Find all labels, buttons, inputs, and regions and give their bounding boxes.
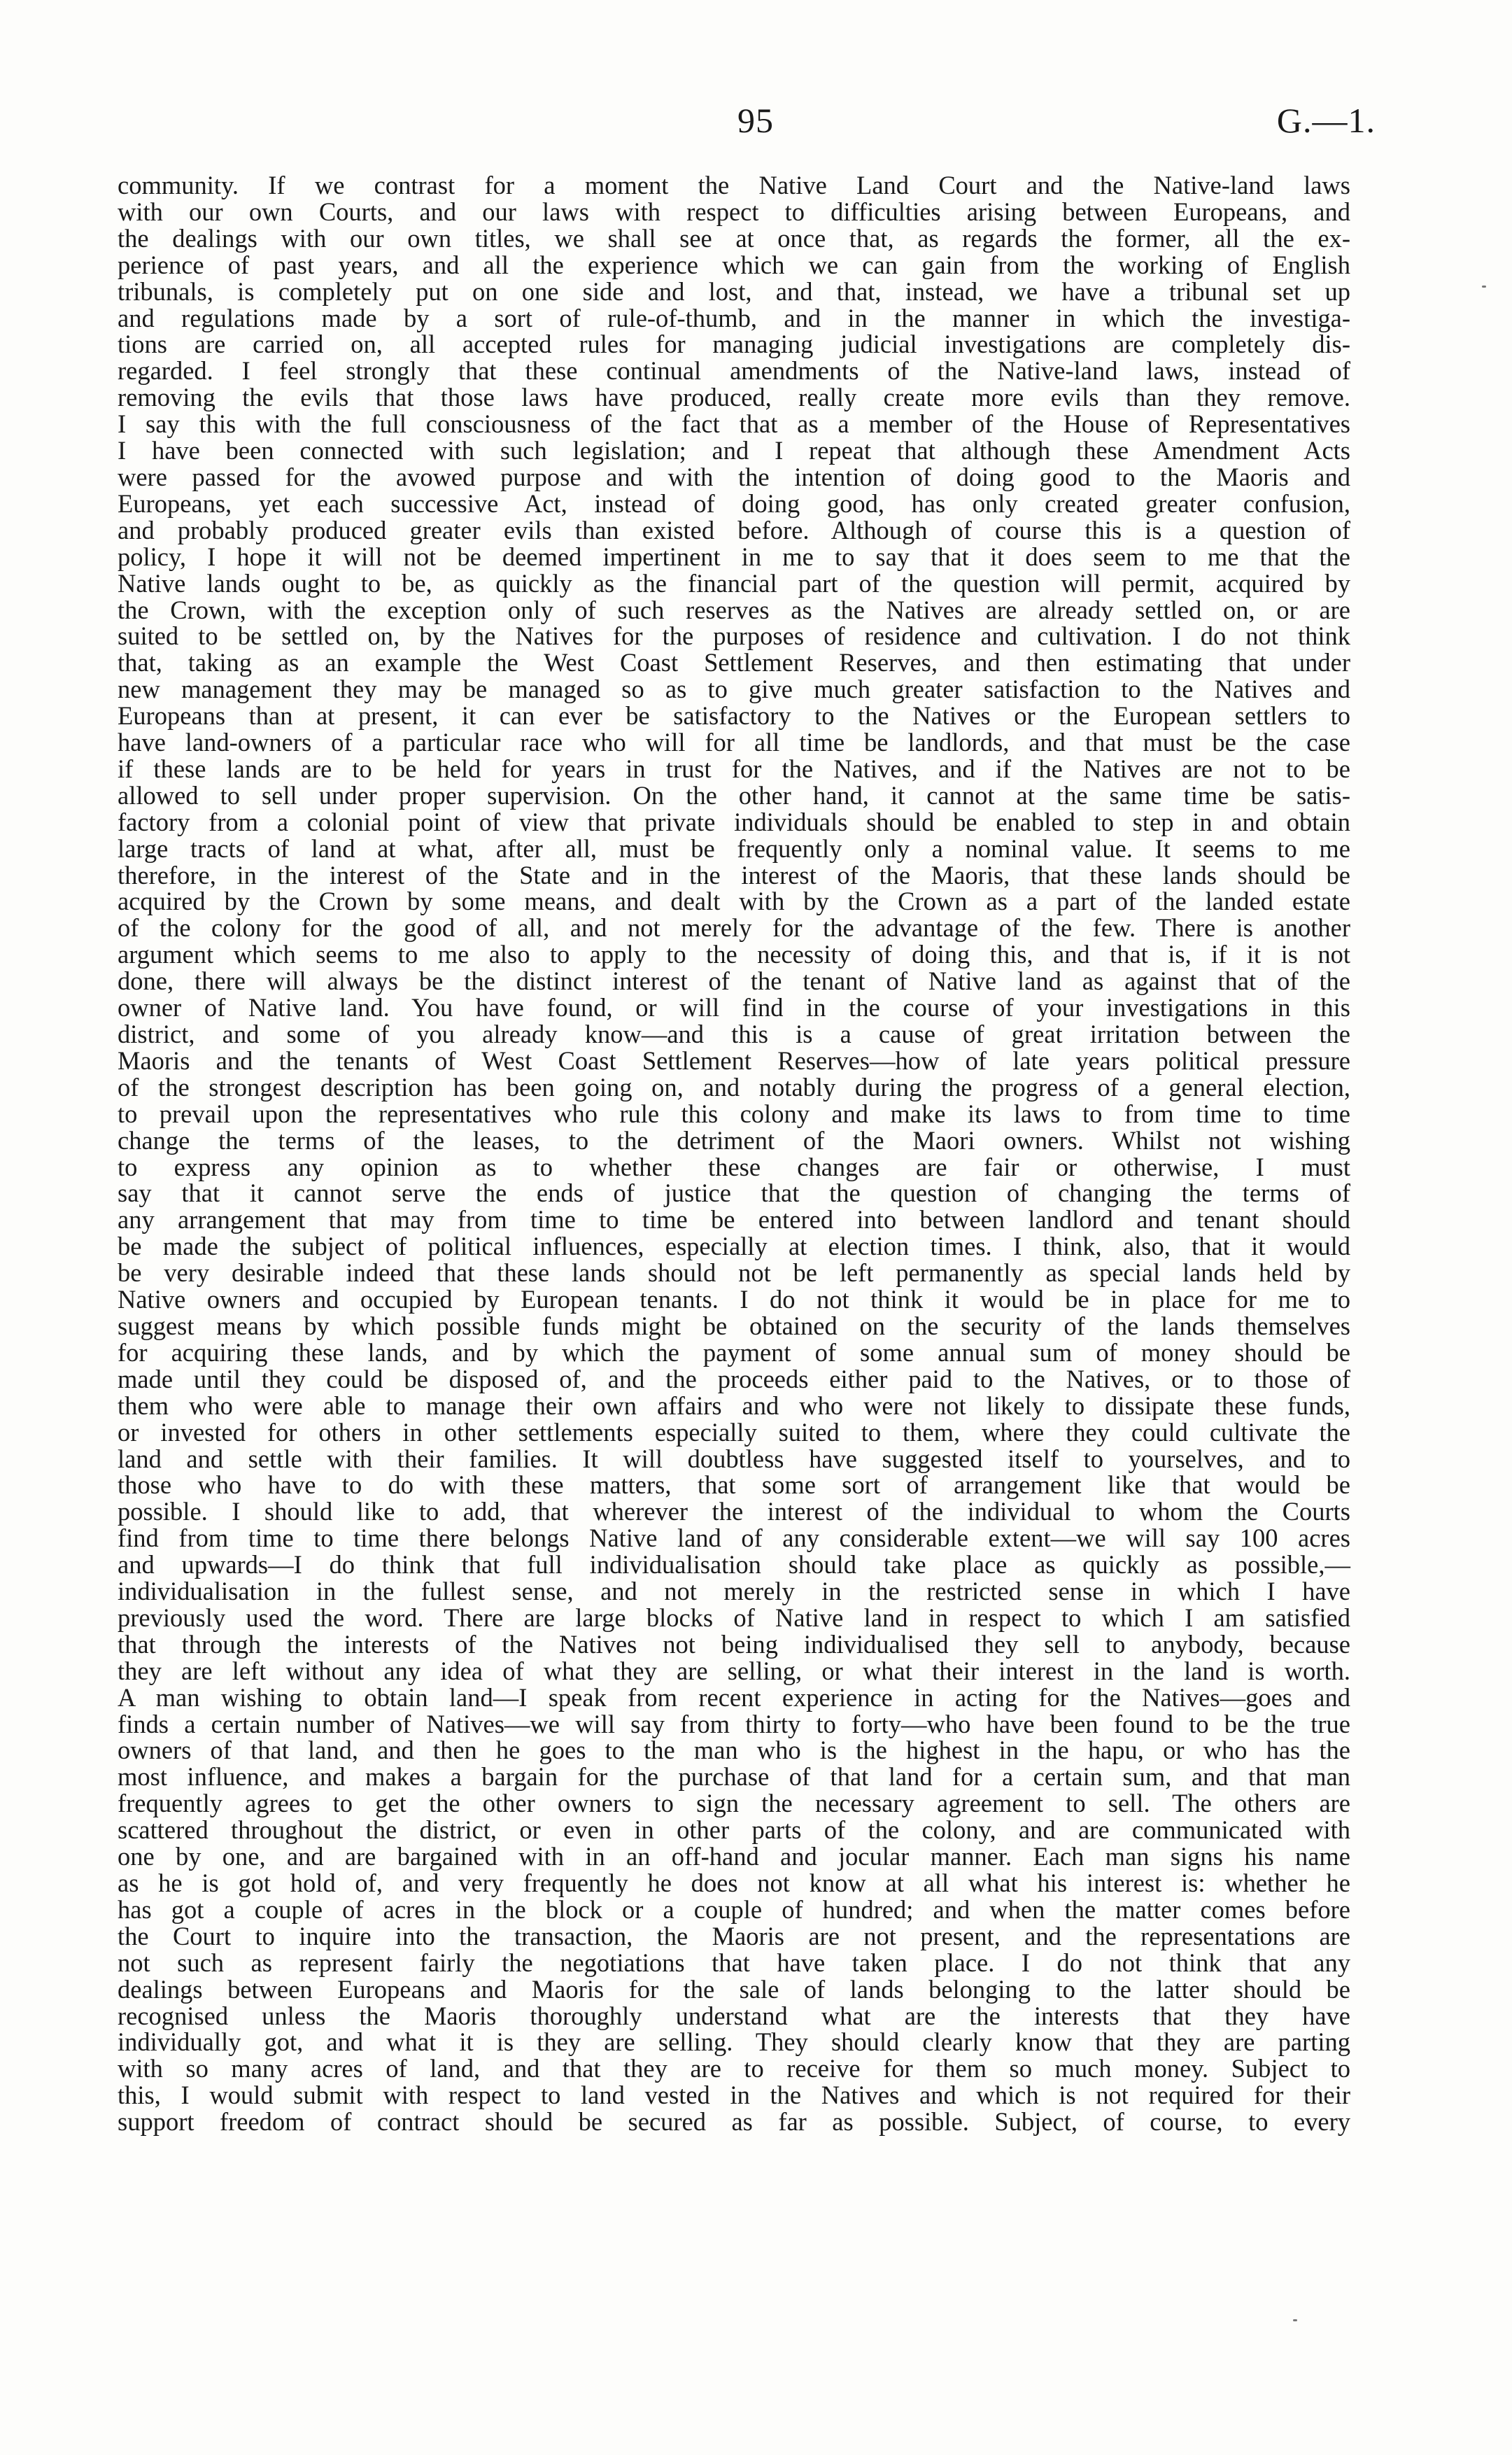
text-line: Native lands ought to be, as quickly as the financial part of the question will permit, acquired by xyxy=(118,568,1350,598)
text-line: land and settle with their families. It will doubtless have suggested itself to yourselves, and to xyxy=(118,1444,1350,1473)
text-line: regarded. I feel strongly that these continual amendments of the Native-land laws, instead of xyxy=(118,356,1350,386)
text-line: done, there will always be the distinct interest of the tenant of Native land as against that of the xyxy=(118,966,1350,996)
text-line: to express any opinion as to whether these changes are fair or otherwise, I must xyxy=(118,1152,1350,1181)
text-line: suited to be settled on, by the Natives for the purposes of residence and cultivation. I do not think xyxy=(118,621,1350,651)
text-line: policy, I hope it will not be deemed impertinent in me to say that it does seem to me that the xyxy=(118,542,1350,571)
text-line: acquired by the Crown by some means, and dealt with by the Crown as a part of the landed estate xyxy=(118,887,1350,916)
text-line: owners of that land, and then he goes to the man who is the highest in the hapu, or who has the xyxy=(118,1736,1350,1765)
text-line: has got a couple of acres in the block or a couple of hundred; and when the matter comes before xyxy=(118,1894,1350,1924)
text-line: one by one, and are bargained with in an off-hand and jocular manner. Each man signs his name xyxy=(118,1842,1350,1871)
text-line: them who were able to manage their own affairs and who were not likely to dissipate these funds, xyxy=(118,1391,1350,1420)
body-paragraph xyxy=(118,172,1350,2135)
text-line: I have been connected with such legislation; and I repeat that although these Amendment Acts xyxy=(118,436,1350,465)
text-line: possible. I should like to add, that wherever the interest of the individual to whom the Courts xyxy=(118,1497,1350,1526)
text-line: made until they could be disposed of, and the proceeds either paid to the Natives, or to those of xyxy=(118,1364,1350,1393)
page-number: 95 xyxy=(737,101,774,140)
text-line: any arrangement that may from time to time be entered into between landlord and tenant should xyxy=(118,1205,1350,1234)
text-line: to prevail upon the representatives who rule this colony and make its laws to from time to time xyxy=(118,1099,1350,1128)
text-line: therefore, in the interest of the State and in the interest of the Maoris, that these lands should be xyxy=(118,860,1350,889)
text-line: have land-owners of a particular race who will for all time be landlords, and that must be the case xyxy=(118,728,1350,757)
text-line: find from time to time there belongs Native land of any considerable extent—we will say 100 acres xyxy=(118,1524,1350,1553)
text-line: that through the interests of the Natives not being individualised they sell to anybody, because xyxy=(118,1629,1350,1659)
text-line: perience of past years, and all the experience which we can gain from the working of English xyxy=(118,250,1350,279)
text-line: the Crown, with the exception only of such reserves as the Natives are already settled on, or are xyxy=(118,595,1350,624)
page-speck xyxy=(1482,286,1486,288)
text-line: say that it cannot serve the ends of justice that the question of changing the terms of xyxy=(118,1179,1350,1208)
text-line: suggest means by which possible funds might be obtained on the security of the lands themselves xyxy=(118,1311,1350,1340)
text-line: the dealings with our own titles, we shall see at once that, as regards the former, all the ex- xyxy=(118,223,1350,253)
text-line: and upwards—I do think that full individualisation should take place as quickly as possible,— xyxy=(118,1550,1350,1580)
text-line: Europeans, yet each successive Act, instead of doing good, has only created greater confusion, xyxy=(118,488,1350,518)
text-line: Native owners and occupied by European tenants. I do not think it would be in place for me to xyxy=(118,1285,1350,1314)
text-line: for acquiring these lands, and by which the payment of some annual sum of money should be xyxy=(118,1337,1350,1367)
text-line: this, I would submit with respect to land vested in the Natives and which is not required for their xyxy=(118,2081,1350,2110)
text-line: of the strongest description has been going on, and notably during the progress of a general election, xyxy=(118,1072,1350,1102)
text-line: change the terms of the leases, to the detriment of the Maori owners. Whilst not wishing xyxy=(118,1125,1350,1155)
text-line: with our own Courts, and our laws with respect to difficulties arising between Europeans, and xyxy=(118,197,1350,226)
text-line: finds a certain number of Natives—we will say from thirty to forty—who have been found to be the true xyxy=(118,1709,1350,1738)
text-line: individually got, and what it is they are selling. They should clearly know that they are parting xyxy=(118,2027,1350,2057)
text-line: scattered throughout the district, or even in other parts of the colony, and are communicated with xyxy=(118,1815,1350,1845)
page-speck xyxy=(1293,2319,1297,2321)
text-line: not such as represent fairly the negotiations that have taken place. I do not think that any xyxy=(118,1948,1350,1977)
text-line: or invested for others in other settlements especially suited to them, where they could cultivate the xyxy=(118,1417,1350,1447)
text-line: district, and some of you already know—and this is a cause of great irritation between the xyxy=(118,1020,1350,1048)
text-line: tribunals, is completely put on one side and lost, and that, instead, we have a tribunal set up xyxy=(118,276,1350,306)
text-line: previously used the word. There are large blocks of Native land in respect to which I am satisfied xyxy=(118,1603,1350,1632)
text-line: owner of Native land. You have found, or will find in the course of your investigations in this xyxy=(118,993,1350,1022)
text-line: if these lands are to be held for years in trust for the Natives, and if the Natives are not to be xyxy=(118,754,1350,783)
text-line: be very desirable indeed that these lands should not be left permanently as special lands held by xyxy=(118,1258,1350,1288)
text-line: allowed to sell under proper supervision. On the other hand, it cannot at the same time be satis- xyxy=(118,780,1350,810)
text-line: large tracts of land at what, after all, must be frequently only a nominal value. It seems to me xyxy=(118,833,1350,863)
text-line: argument which seems to me also to apply to the necessity of doing this, and that is, if it is not xyxy=(118,940,1350,969)
text-line: recognised unless the Maoris thoroughly understand what are the interests that they have xyxy=(118,2001,1350,2030)
text-line: individualisation in the fullest sense, and not merely in the restricted sense in which I have xyxy=(118,1577,1350,1606)
text-line: that, taking as an example the West Coast Settlement Reserves, and then estimating that under xyxy=(118,648,1350,677)
paper-reference: G.—1. xyxy=(1276,101,1376,140)
text-line: they are left without any idea of what they are selling, or what their interest in the land is worth. xyxy=(118,1656,1350,1685)
text-line: tions are carried on, all accepted rules for managing judicial investigations are completely dis- xyxy=(118,330,1350,359)
text-line: most influence, and makes a bargain for the purchase of that land for a certain sum, and that man xyxy=(118,1762,1350,1792)
text-line: removing the evils that those laws have produced, really create more evils than they remove. xyxy=(118,383,1350,412)
text-line: new management they may be managed so as to give much greater satisfaction to the Natives and xyxy=(118,675,1350,704)
text-line: factory from a colonial point of view that private individuals should be enabled to step in and obtain xyxy=(118,807,1350,836)
text-line: Maoris and the tenants of West Coast Settlement Reserves—how of late years political pressure xyxy=(118,1046,1350,1075)
text-line: I say this with the full consciousness of the fact that as a member of the House of Representatives xyxy=(118,409,1350,439)
text-line: A man wishing to obtain land—I speak from recent experience in acting for the Natives—goes and xyxy=(118,1682,1350,1712)
text-line: and probably produced greater evils than existed before. Although of course this is a question of xyxy=(118,515,1350,544)
text-line: support freedom of contract should be secured as far as possible. Subject, of course, to every xyxy=(118,2107,1350,2137)
text-line: frequently agrees to get the other owners to sign the necessary agreement to sell. The others are xyxy=(118,1789,1350,1818)
text-line: with so many acres of land, and that they are to receive for them so much money. Subject to xyxy=(118,2054,1350,2083)
text-line: were passed for the avowed purpose and with the intention of doing good to the Maoris and xyxy=(118,462,1350,491)
text-line: as he is got hold of, and very frequently he does not know at all what his interest is: whether he xyxy=(118,1869,1350,1897)
text-line: and regulations made by a sort of rule-of-thumb, and in the manner in which the investiga- xyxy=(118,303,1350,332)
text-line: be made the subject of political influences, especially at election times. I think, also, that it would xyxy=(118,1232,1350,1261)
text-line: dealings between Europeans and Maoris for the sale of lands belonging to the latter should be xyxy=(118,1974,1350,2004)
text-line: community. If we contrast for a moment the Native Land Court and the Native-land laws xyxy=(118,171,1350,199)
text-line: of the colony for the good of all, and not merely for the advantage of the few. There is another xyxy=(118,913,1350,943)
text-line: the Court to inquire into the transaction, the Maoris are not present, and the representations are xyxy=(118,1921,1350,1950)
text-line: Europeans than at present, it can ever be satisfactory to the Natives or the European settlers to xyxy=(118,701,1350,731)
text-line: those who have to do with these matters, that some sort of arrangement like that would be xyxy=(118,1470,1350,1500)
